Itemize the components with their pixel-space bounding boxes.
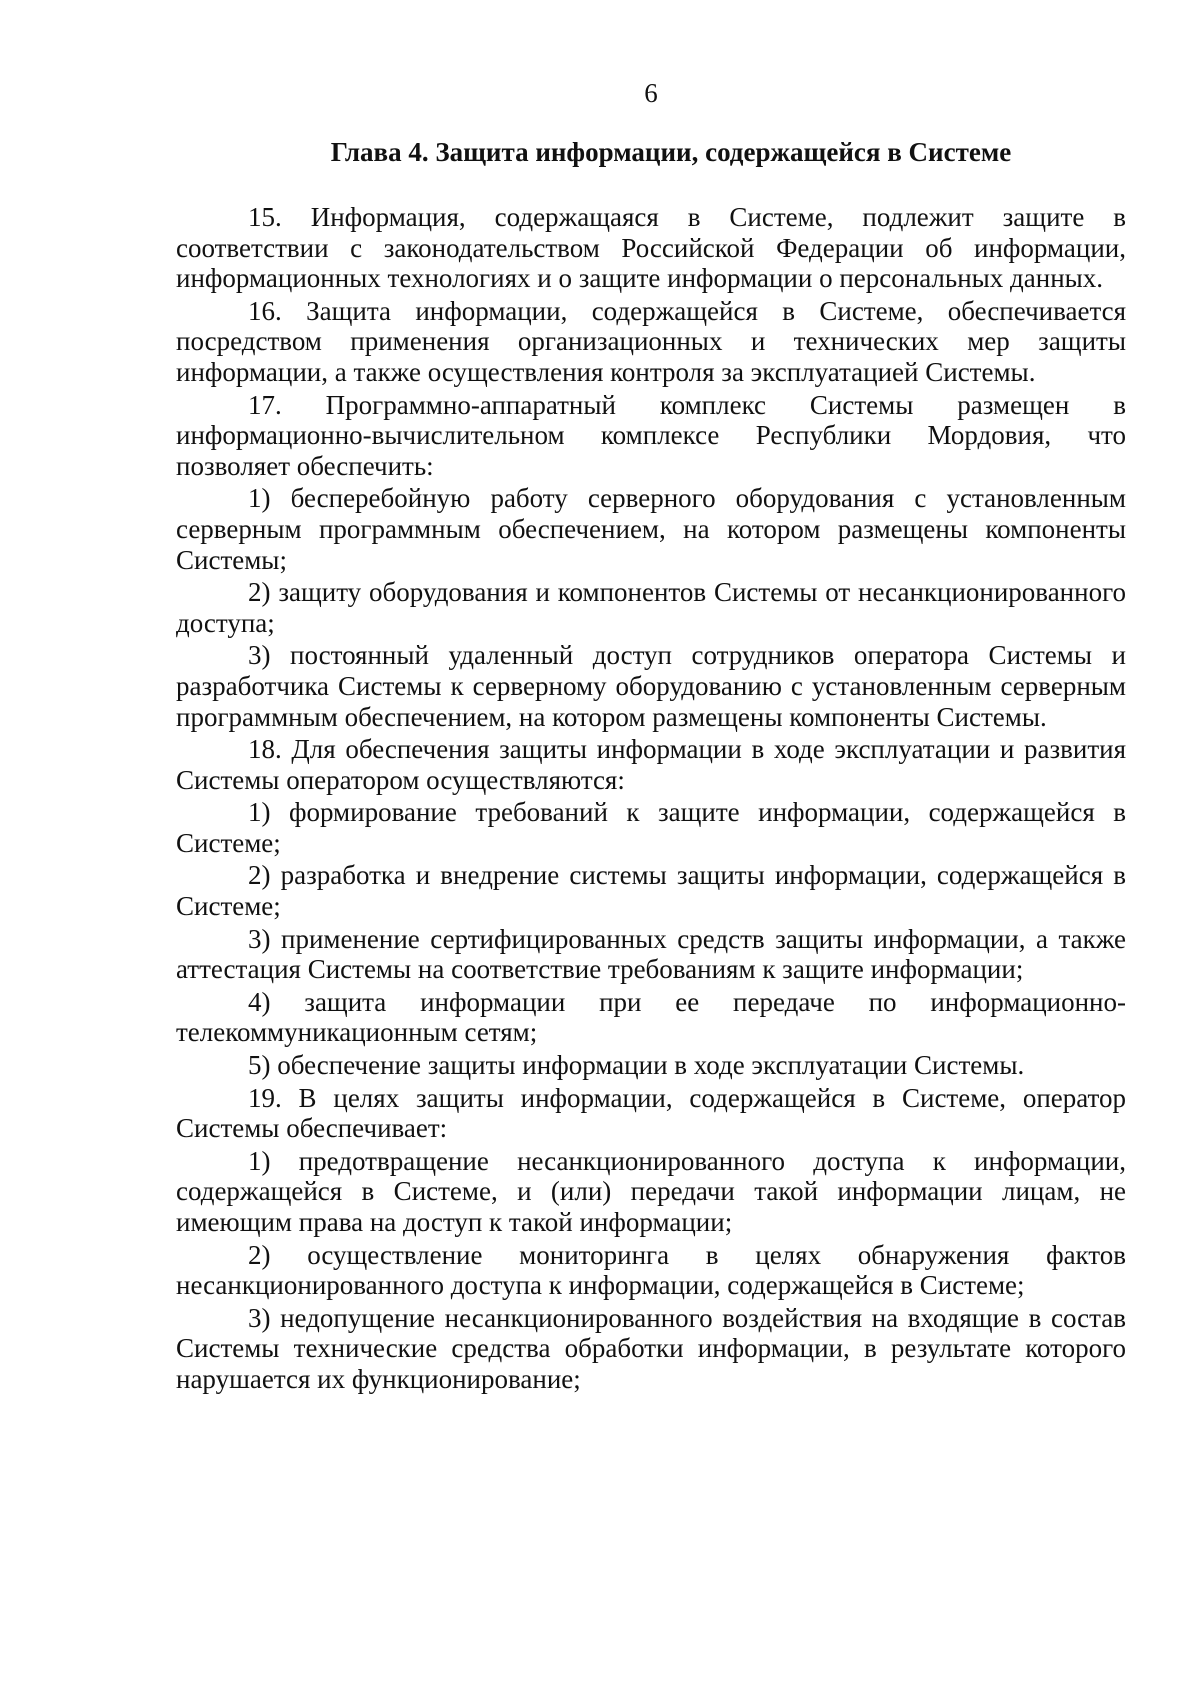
paragraph-15: 15. Информация, содержащаяся в Системе, подлежит защите в соответствии с законодательством Российской Федерации об информации, информационных технологиях и о защите информации о персональных данных. [176, 202, 1126, 294]
paragraph-17: 17. Программно-аппаратный комплекс Системы размещен в информационно-вычислительном комплексе Республики Мордовия, что позволяет обеспечить: [176, 389, 1126, 481]
paragraph-19: 19. В целях защиты информации, содержащейся в Системе, оператор Системы обеспечивает: [176, 1082, 1126, 1144]
paragraph-18: 18. Для обеспечения защиты информации в ходе эксплуатации и развития Системы оператором осуществляются: [176, 734, 1126, 795]
paragraph-17-item-3: 3) постоянный удаленный доступ сотрудников оператора Системы и разработчика Системы к серверному оборудованию с установленным серверным программным обеспечением, на котором размещены компоненты Системы. [176, 640, 1126, 732]
document-page [176, 0, 1126, 1700]
paragraph-19-item-3: 3) недопущение несанкционированного воздействия на входящие в состав Системы технические средства обработки информации, в результате которого нарушается их функционирование; [176, 1302, 1126, 1394]
paragraph-19-item-2: 2) осуществление мониторинга в целях обнаружения фактов несанкционированного доступа к информации, содержащейся в Системе; [176, 1239, 1126, 1301]
paragraph-18-item-2: 2) разработка и внедрение системы защиты информации, содержащейся в Системе; [176, 860, 1126, 922]
document-body [176, 202, 1126, 1397]
chapter-title: Глава 4. Защита информации, содержащейся в Системе [330, 137, 1012, 167]
paragraph-18-item-3: 3) применение сертифицированных средств защиты информации, а также аттестация Системы на соответствие требованиям к защите информации; [176, 923, 1126, 985]
paragraph-17-item-2: 2) защиту оборудования и компонентов Системы от несанкционированного доступа; [176, 577, 1126, 638]
paragraph-18-item-4: 4) защита информации при ее передаче по информационно-телекоммуникационным сетям; [176, 986, 1126, 1048]
page-number: 6 [644, 78, 658, 108]
paragraph-19-item-1: 1) предотвращение несанкционированного доступа к информации, содержащейся в Системе, и (или) передачи такой информации лицам, не имеющим права на доступ к такой информации; [176, 1145, 1126, 1237]
paragraph-17-item-1: 1) бесперебойную работу серверного оборудования с установленным серверным программным обеспечением, на котором размещены компоненты Системы; [176, 483, 1126, 575]
paragraph-18-item-1: 1) формирование требований к защите информации, содержащейся в Системе; [176, 797, 1126, 858]
paragraph-16: 16. Защита информации, содержащейся в Системе, обеспечивается посредством применения организационных и технических мер защиты информации, а также осуществления контроля за эксплуатацией Системы. [176, 295, 1126, 387]
paragraph-18-item-5: 5) обеспечение защиты информации в ходе эксплуатации Системы. [248, 1050, 1025, 1081]
